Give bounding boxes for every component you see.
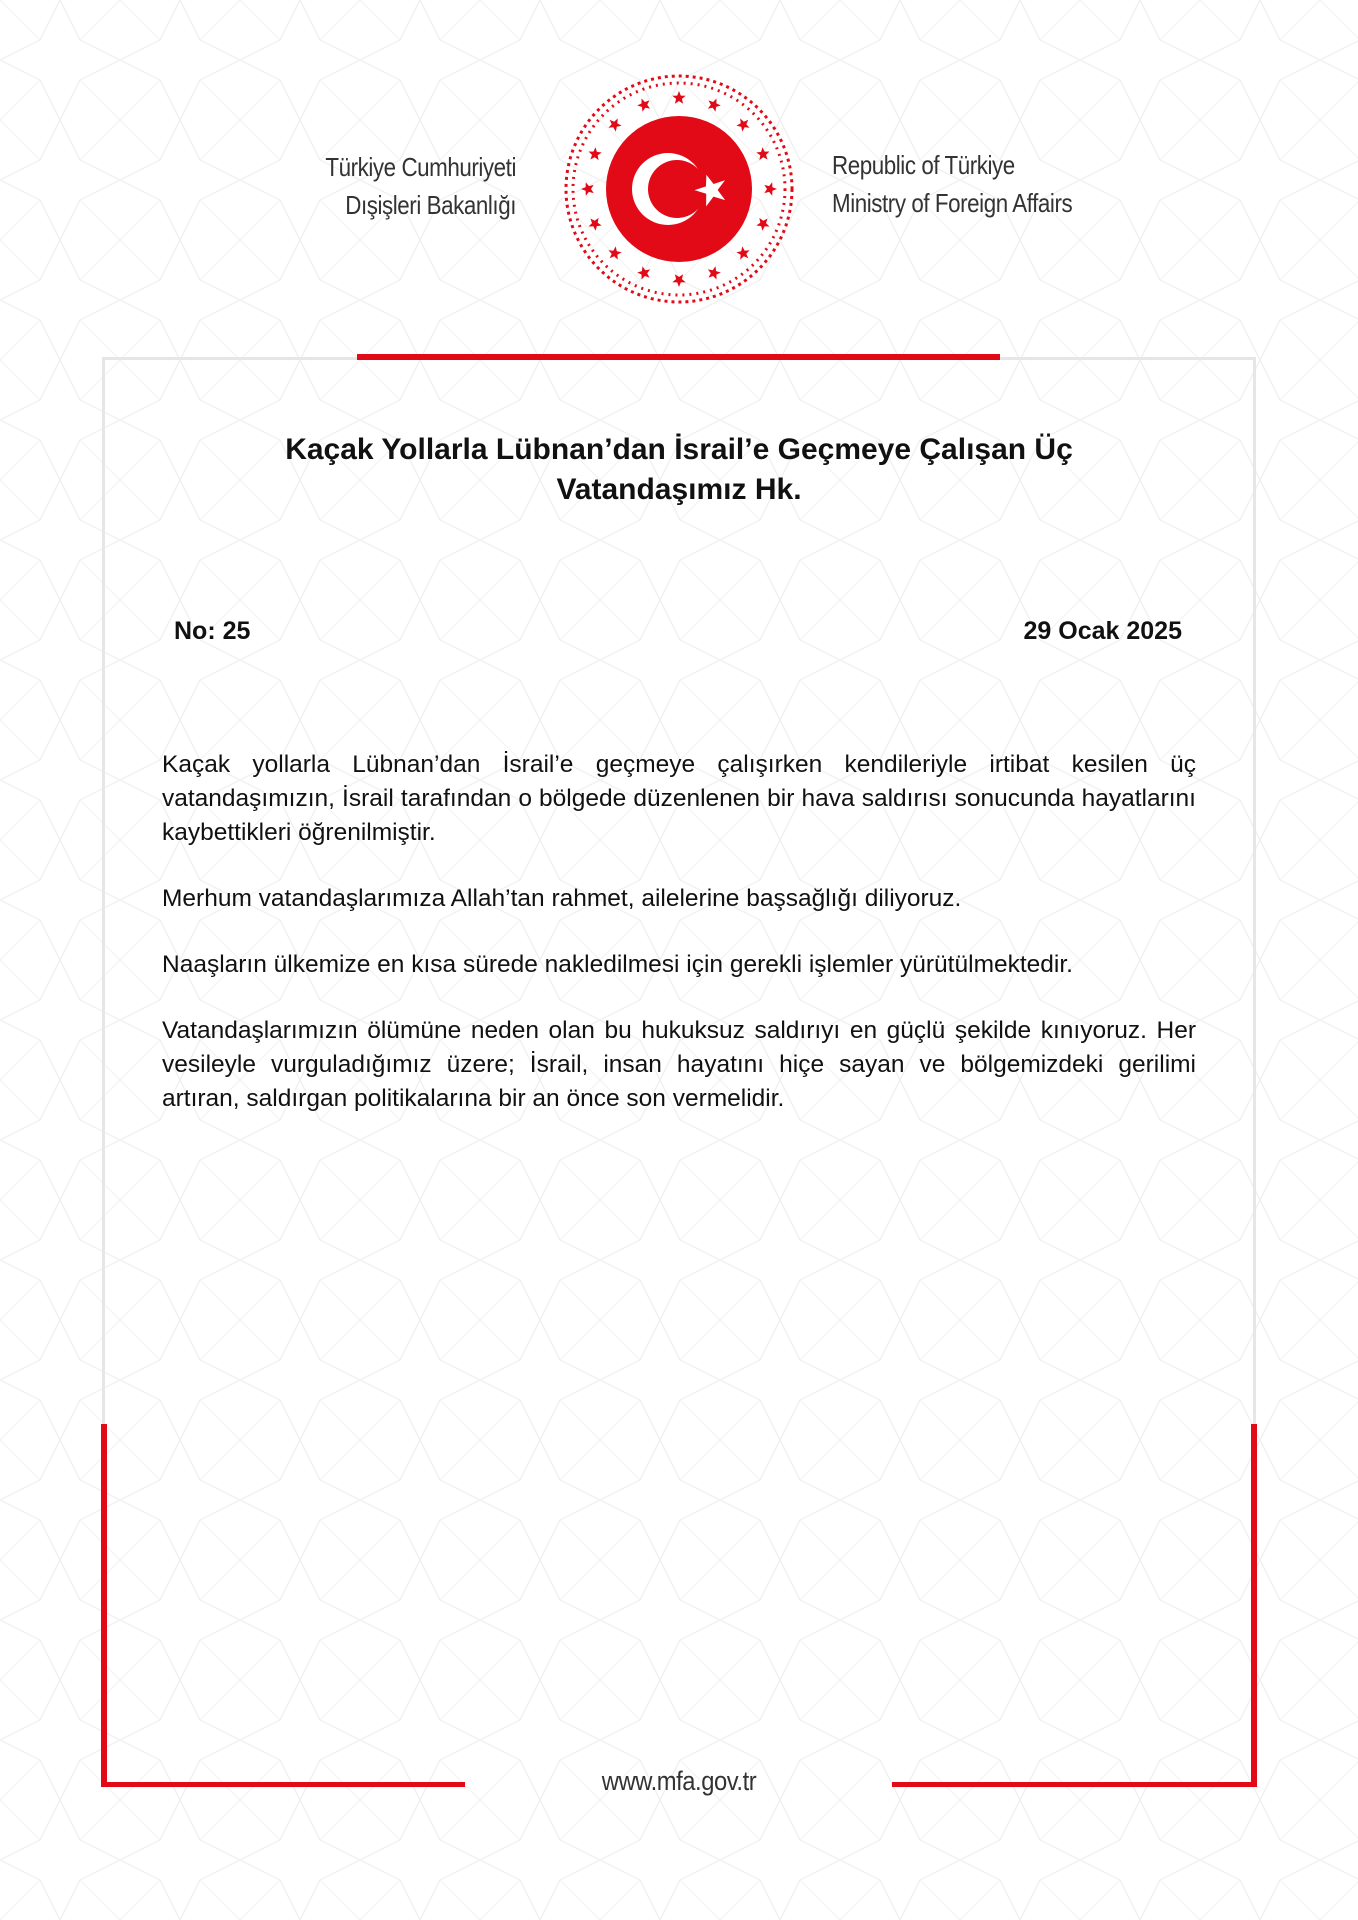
statement-date: 29 Ocak 2025 (1023, 617, 1182, 645)
ministry-name-english-line1: Republic of Türkiye (832, 150, 1015, 180)
ministry-name-english (832, 146, 1090, 222)
bottom-right-red-accent (1251, 1424, 1257, 1786)
seal-star-icon (756, 147, 769, 160)
body-paragraph: Vatandaşlarımızın ölümüne neden olan bu hukuksuz saldırıyı en güçlü şekilde kınıyoruz. Her vesileyle vurguladığımız üzere; İsrail, insan hayatını hiçe sayan ve bölgemizdeki gerilimi artıran, saldırgan politikalarına bir an önce son vermelidir. (162, 1017, 1196, 1112)
seal-star-icon (589, 218, 602, 231)
seal-star-icon (764, 182, 777, 195)
bottom-right-red-accent-bar (892, 1782, 1257, 1787)
statement-number: No: 25 (174, 617, 251, 645)
crescent-and-star-seal-icon (560, 70, 798, 308)
bottom-left-red-accent-bar (101, 1782, 465, 1787)
seal-star-icon (589, 147, 602, 160)
bottom-left-red-accent (101, 1424, 107, 1786)
website-link[interactable]: www.mfa.gov.tr (601, 1766, 757, 1796)
ministry-name-turkish-line2: Dışişleri Bakanlığı (345, 190, 516, 220)
ministry-name-turkish-line1: Türkiye Cumhuriyeti (325, 152, 516, 182)
seal-star-icon (756, 218, 769, 231)
top-red-accent-bar (357, 354, 1000, 360)
seal-star-icon (581, 182, 594, 195)
ministry-name-english-line2: Ministry of Foreign Affairs (832, 188, 1073, 218)
seal-star-icon (672, 91, 685, 104)
body-paragraph: Merhum vatandaşlarımıza Allah’tan rahmet, ailelerine başsağlığı diliyoruz. (162, 885, 962, 912)
seal-star-icon (637, 266, 650, 279)
seal-star-icon (736, 118, 749, 131)
seal-star-icon (672, 274, 685, 287)
seal-star-icon (608, 118, 621, 131)
statement-body (162, 748, 1196, 1148)
page-title (230, 430, 1128, 510)
seal-star-icon (637, 99, 650, 112)
page-title-line1: Kaçak Yollarla Lübnan’dan İsrail’e Geçmeye Çalışan Üç (285, 433, 1073, 466)
seal-star-icon (708, 266, 721, 279)
seal-star-icon (736, 246, 749, 259)
seal-star-icon (708, 99, 721, 112)
seal-star-icon (608, 246, 621, 259)
body-paragraph: Kaçak yollarla Lübnan’dan İsrail’e geçmeye çalışırken kendileriyle irtibat kesilen üç vatandaşımızın, İsrail tarafından o bölgede düzenlenen bir hava saldırısı sonucunda hayatlarını kaybettikleri öğrenilmiştir. (162, 751, 1196, 846)
ministry-name-turkish (322, 148, 516, 224)
page-title-line2: Vatandaşımız Hk. (556, 473, 802, 506)
body-paragraph: Naaşların ülkemize en kısa sürede nakledilmesi için gerekli işlemler yürütülmektedir. (162, 951, 1073, 978)
